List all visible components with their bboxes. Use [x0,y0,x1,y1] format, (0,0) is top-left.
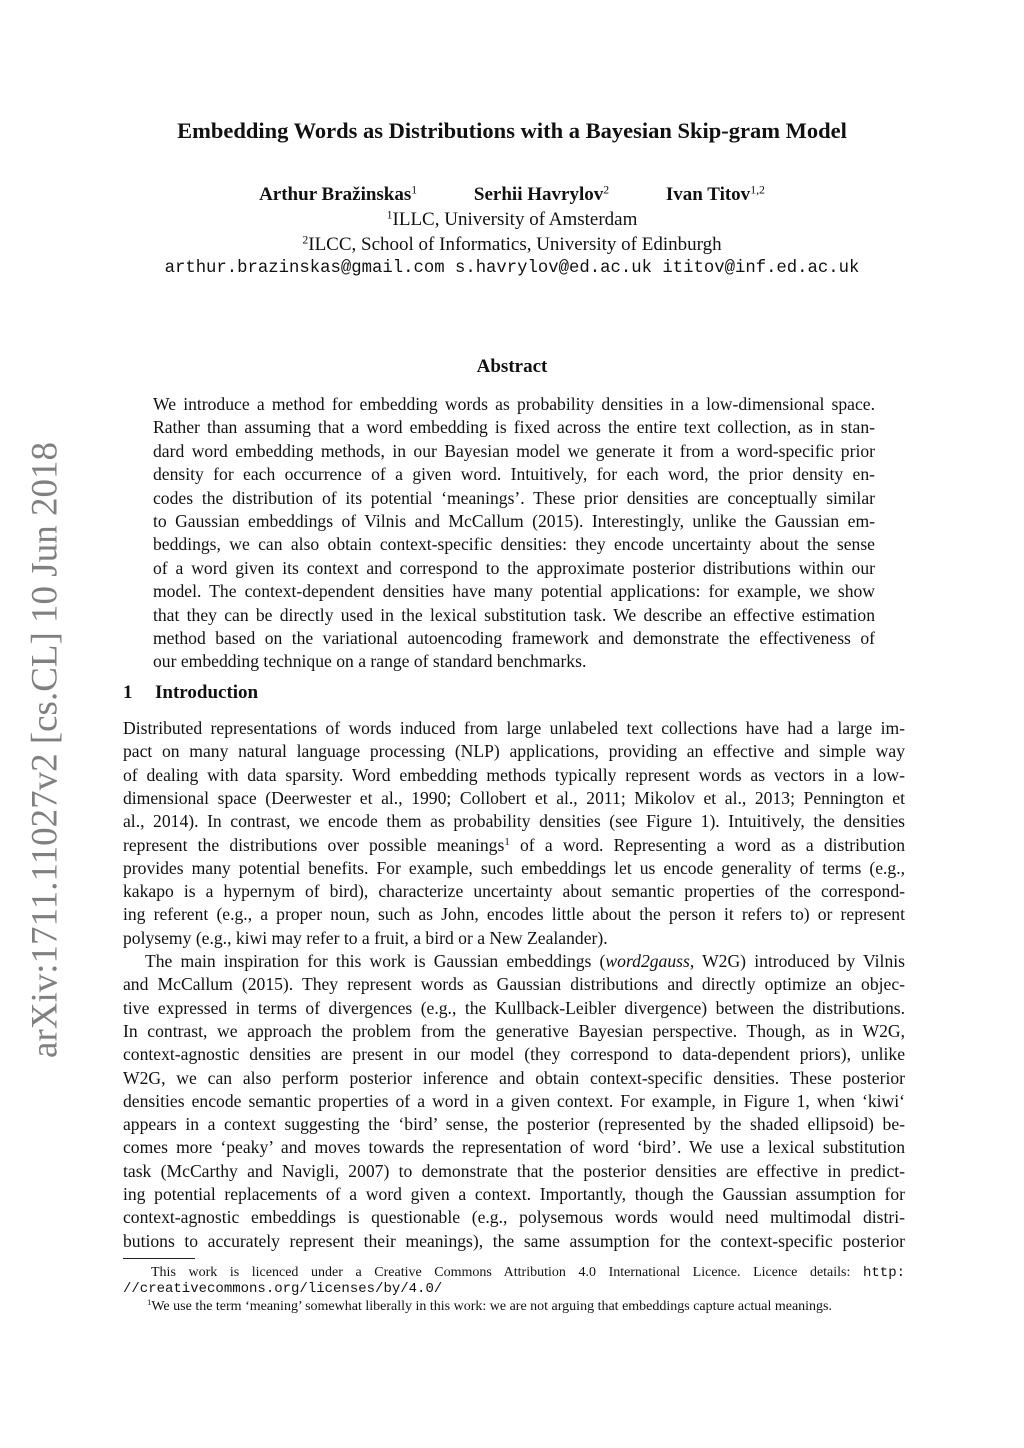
affiliation-text: ILCC, School of Informatics, University of Edinburgh [308,234,722,255]
text-line: beddings, we can also obtain context-specific densities: they encode uncertainty about the sense [153,534,875,555]
paper-title: Embedding Words as Distributions with a Bayesian Skip-gram Model [177,118,847,143]
text-segment: , W2G) introduced by Vilnis [689,951,905,971]
text-line: We introduce a method for embedding words as probability densities in a low-dimensional space. [153,394,875,414]
text-line: kakapo is a hypernym of bird), characterize uncertainty about semantic properties of the correspond- [123,881,905,902]
text-line: that they can be directly used in the lexical substitution task. We describe an effective estimation [153,604,875,625]
author-name: Serhii Havrylov [473,184,604,205]
text-line: model. The context-dependent densities have many potential applications: for example, we show [153,581,875,602]
text-line: butions to accurately represent their meanings), the same assumption for the context-specific posterior [123,1230,905,1251]
text-line: of a word given its context and correspond to the approximate posterior distributions within our [153,557,875,578]
text-line: ing referent (e.g., a proper noun, such as John, encodes little about the person it refers to) or represent [123,904,905,925]
text-line: our embedding technique on a range of standard benchmarks. [153,651,587,672]
text-segment: The main inspiration for this work is Gaussian embeddings ( [145,951,606,971]
text-line: densities encode semantic properties of a word in a given context. For example, in Figure 1, when ‘kiwi‘ [123,1090,905,1111]
text-line: Distributed representations of words induced from large unlabeled text collections have had a large im- [123,718,905,738]
arxiv-identifier-sidebar: arXiv:1711.11027v2 [cs.CL] 10 Jun 2018 [24,442,66,1058]
author [666,184,765,206]
text-line: W2G, we can also perform posterior inference and obtain context-specific densities. These posterior [123,1067,905,1088]
author [259,184,417,206]
author-list [0,184,1024,206]
license-link[interactable]: //creativecommons.org/licenses/by/4.0/ [123,1281,443,1297]
text-line: to Gaussian embeddings of Vilnis and McCallum (2015). Interestingly, unlike the Gaussian em- [153,511,875,531]
text-line [145,950,905,973]
text-line: of dealing with data sparsity. Word embedding methods typically represent words as vectors in a low- [123,764,905,785]
text-line: task (McCarthy and Navigli, 2007) to demonstrate that the posterior densities are effective in predict- [123,1160,905,1181]
affiliation [0,234,1024,256]
text-line: dard word embedding methods, in our Bayesian model we generate it from a word-specific prior [153,440,875,461]
text-line: provides many potential benefits. For example, such embeddings let us encode generality of terms (e.g., [123,857,905,878]
author-affiliation-mark: 2 [603,183,610,197]
text-segment: represent the distributions over possible meanings [123,834,505,855]
author-affiliation-mark: 1,2 [750,183,765,197]
affiliation-mark: 1 [386,208,393,222]
text-line: ing potential replacements of a word given a context. Importantly, though the Gaussian assumption for [123,1184,905,1204]
text-line: comes more ‘peaky’ and moves towards the representation of word ‘bird’. We use a lexical substitution [123,1137,905,1158]
license-footnote [123,1264,905,1281]
text-line: method based on the variational autoencoding framework and demonstrate the effectiveness of [153,628,875,648]
affiliation [0,209,1024,231]
text-line: al., 2014). In contrast, we encode them as probability densities (see Figure 1). Intuitively, the densities [123,811,905,832]
author [474,184,609,206]
author-emails: arthur.brazinskas@gmail.com s.havrylov@ed.ac.uk ititov@inf.ed.ac.uk [164,259,860,278]
footnote-text: We use the term ‘meaning’ somewhat liberally in this work: we are not arguing that embeddings capture actual meanings. [151,1299,832,1314]
text-line: pact on many natural language processing (NLP) applications, providing an effective and simple way [123,741,905,762]
footnote-1 [147,1298,832,1315]
text-segment: of a word. Representing a word as a distribution [509,834,905,855]
affiliation-text: ILLC, University of Amsterdam [392,209,638,230]
text-line: context-agnostic embeddings is questionable (e.g., polysemous words would need multimodal distri- [123,1207,905,1228]
section-number: 1 [123,682,133,703]
affiliation-mark: 2 [302,233,309,247]
footnote-mark: 1 [147,1297,152,1308]
text-line: context-agnostic densities are present in our model (they correspond to data-dependent priors), unlike [123,1044,905,1065]
text-line: In contrast, we approach the problem from the generative Bayesian perspective. Though, as in W2G, [123,1020,905,1041]
text-line [123,834,905,857]
text-line: Rather than assuming that a word embedding is fixed across the entire text collection, as in stan- [153,417,875,438]
text-line: appears in a context suggesting the ‘bird’ sense, the posterior (represented by the shaded ellipsoid) be- [123,1114,905,1135]
text-line: density for each occurrence of a given word. Intuitively, for each word, the prior density en- [153,464,875,485]
text-line: tive expressed in terms of divergences (e.g., the Kullback-Leibler divergence) between the distributions. [123,997,905,1018]
author-name: Arthur Bražinskas [259,184,412,205]
text-line: and McCallum (2015). They represent words as Gaussian distributions and directly optimize an objec- [123,974,905,995]
footnote-reference: 1 [504,835,510,848]
text-line: polysemy (e.g., kiwi may refer to a fruit, a bird or a New Zealander). [123,927,608,948]
emphasized-term: word2gauss [605,951,690,971]
license-text: This work is licenced under a Creative Commons Attribution 4.0 International Licence. Licence details: [151,1265,863,1280]
license-link[interactable]: http: [862,1265,905,1281]
abstract-heading: Abstract [476,356,548,377]
text-line: dimensional space (Deerwester et al., 1990; Collobert et al., 2011; Mikolov et al., 2013; Pennington et [123,787,905,808]
author-affiliation-mark: 1 [411,183,418,197]
text-line: codes the distribution of its potential ‘meanings’. These prior densities are conceptually similar [153,487,875,508]
author-name: Ivan Titov [665,184,751,205]
footnote-divider [123,1258,195,1259]
section-title: Introduction [155,682,259,703]
section-heading-introduction [123,682,258,704]
